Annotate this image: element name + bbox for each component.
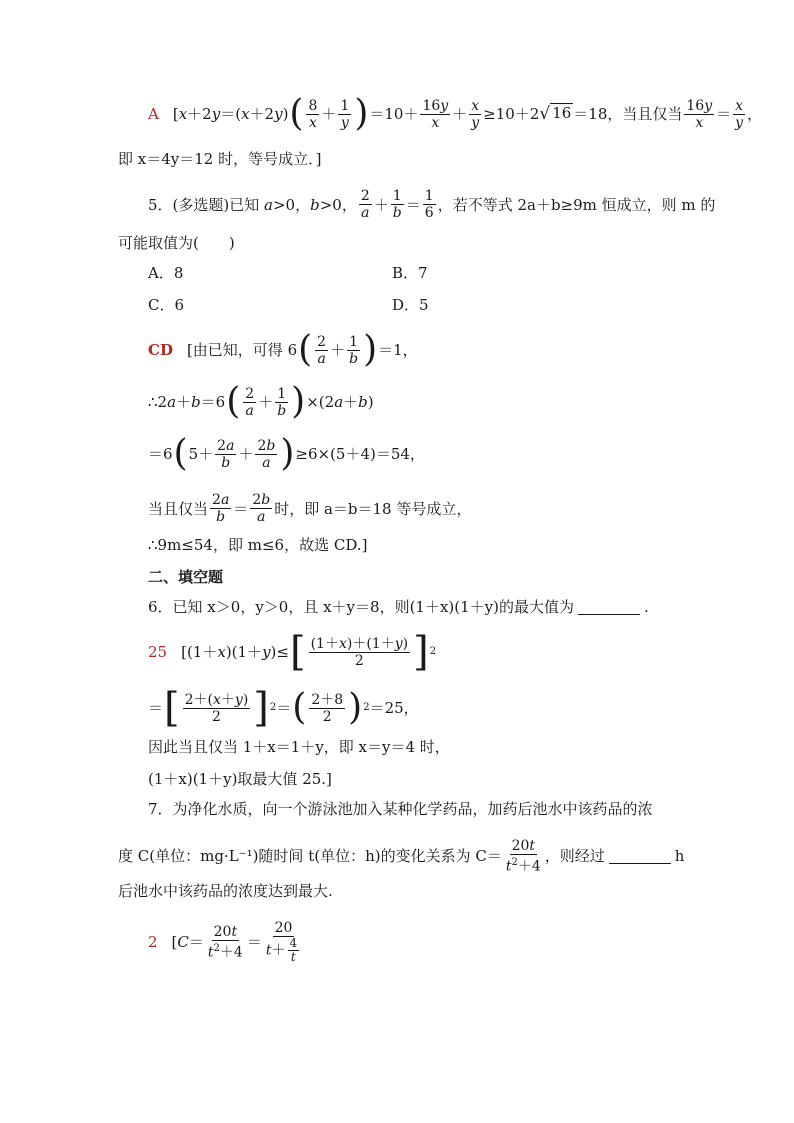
q5-solution-line-5: ∴9m≤54，即 m≤6，故选 CD.] (148, 536, 368, 554)
q7-question-line-3: 后池水中该药品的浓度达到最大. (118, 882, 333, 900)
q5-answer: CD (148, 341, 173, 359)
q5-sol4-suffix: 时，即 a＝b＝18 等号成立， (274, 499, 472, 518)
section-fill-in-title: 二、填空题 (148, 568, 224, 586)
q7-line2-suffix: ，则经过 (544, 847, 605, 866)
q7-line2-prefix: 度 C(单位：mg·L⁻¹)随时间 t(单位：h)的变化关系为 C＝ (118, 847, 502, 866)
q5-solution-line-3: ＝6 ( 5＋ $\frac{2a}{b}$ ＋ $\frac{2b}{a}$ ) ≥6×(5＋4)＝54， (148, 433, 425, 474)
q6-solution-line-1: 25 [(1＋x)(1＋y)≤ [ $\frac{(1+x)+(1+y)}{2}$ ] 2 (148, 629, 437, 675)
q7-answer: 2 (148, 933, 158, 951)
q5-solution-line-1: CD [由已知，可得 6 ( $\frac{2}{a}$ ＋ $\frac{1}{b}$ ) ＝1， (148, 329, 418, 370)
q5-sol4-prefix: 当且仅当 (148, 499, 209, 518)
q7-line2-unit: h (674, 847, 685, 866)
q5-option-c: C．6 (148, 296, 185, 314)
q5-question-line-2: 可能取值为( ) (118, 234, 235, 252)
q7-question-line-1: 7．为净化水质，向一个游泳池加入某种化学药品，加药后池水中该药品的浓 (148, 800, 653, 818)
q4-solution-line-2: 即 x＝4y＝12 时，等号成立．] (118, 150, 322, 168)
q5-sol1-prefix: [由已知，可得 6 (186, 341, 298, 359)
q6-answer-blank (578, 600, 640, 615)
q6-text: 6．已知 x＞0，y＞0，且 x＋y＝8，则(1＋x)(1＋y)的最大值为 (148, 598, 575, 616)
q6-solution-line-4: (1＋x)(1＋y)取最大值 25.] (148, 770, 332, 788)
q7-question-line-2: 度 C(单位：mg·L⁻¹)随时间 t(单位：h)的变化关系为 C＝ $\frac{20t}{t^2+4}$ ，则经过 h (118, 838, 685, 875)
q5-suffix: ，若不等式 2a＋b≥9m 恒成立，则 m 的 (437, 195, 716, 214)
q5-solution-line-4: 当且仅当 $\frac{2a}{b}$ ＝ $\frac{2b}{a}$ 时，即 a＝b＝18 等号成立， (148, 492, 472, 525)
q5-option-a: A．8 (148, 264, 184, 282)
q5-option-b: B．7 (392, 264, 428, 282)
q5-question-line-1: 5．(多选题)已知 a>0，b>0， $\frac{2}{a}$ ＋ $\frac{1}{b}$ ＝ $\frac{1}{6}$ ，若不等式 2a＋b≥9m 恒成立，则 m 的 (148, 188, 716, 221)
q6-question: 6．已知 x＞0，y＞0，且 x＋y＝8，则(1＋x)(1＋y)的最大值为 . (148, 598, 649, 616)
q4-solution-line-1: A [x＋2y＝(x＋2y) ( $\frac{8}{x}$ ＋ $\frac{1}{y}$ ) ＝10＋ $\frac{16y}{x}$ ＋ $\frac{x}{y}$ ≥10＋2 √ 16 ＝18，当且仅当 $\frac{16y}{x}$ ＝ $\frac{x}{y}$ ， (148, 93, 763, 134)
q5-option-d: D．5 (392, 296, 429, 314)
q6-solution-line-2: ＝ [ $\frac{2+(x+y)}{2}$ ] 2 ＝ ( $\frac{2+8}{2}$ ) 2 ＝25， (148, 685, 419, 731)
q5-solution-line-2: ∴2a＋b＝6 ( $\frac{2}{a}$ ＋ $\frac{1}{b}$ ) ×(2a＋b) (148, 381, 374, 422)
q6-solution-line-3: 因此当且仅当 1＋x＝1＋y，即 x＝y＝4 时， (148, 738, 450, 756)
q7-solution-line-1: 2 [C＝ $\frac{20t}{t^2+4}$ ＝ 20 t＋ $\frac{4}{t}$ (148, 920, 298, 964)
q6-answer: 25 (148, 643, 168, 661)
q5-prefix: 5．(多选题)已知 (148, 195, 260, 214)
q4-answer: A (148, 105, 159, 123)
q7-answer-blank (609, 849, 671, 864)
